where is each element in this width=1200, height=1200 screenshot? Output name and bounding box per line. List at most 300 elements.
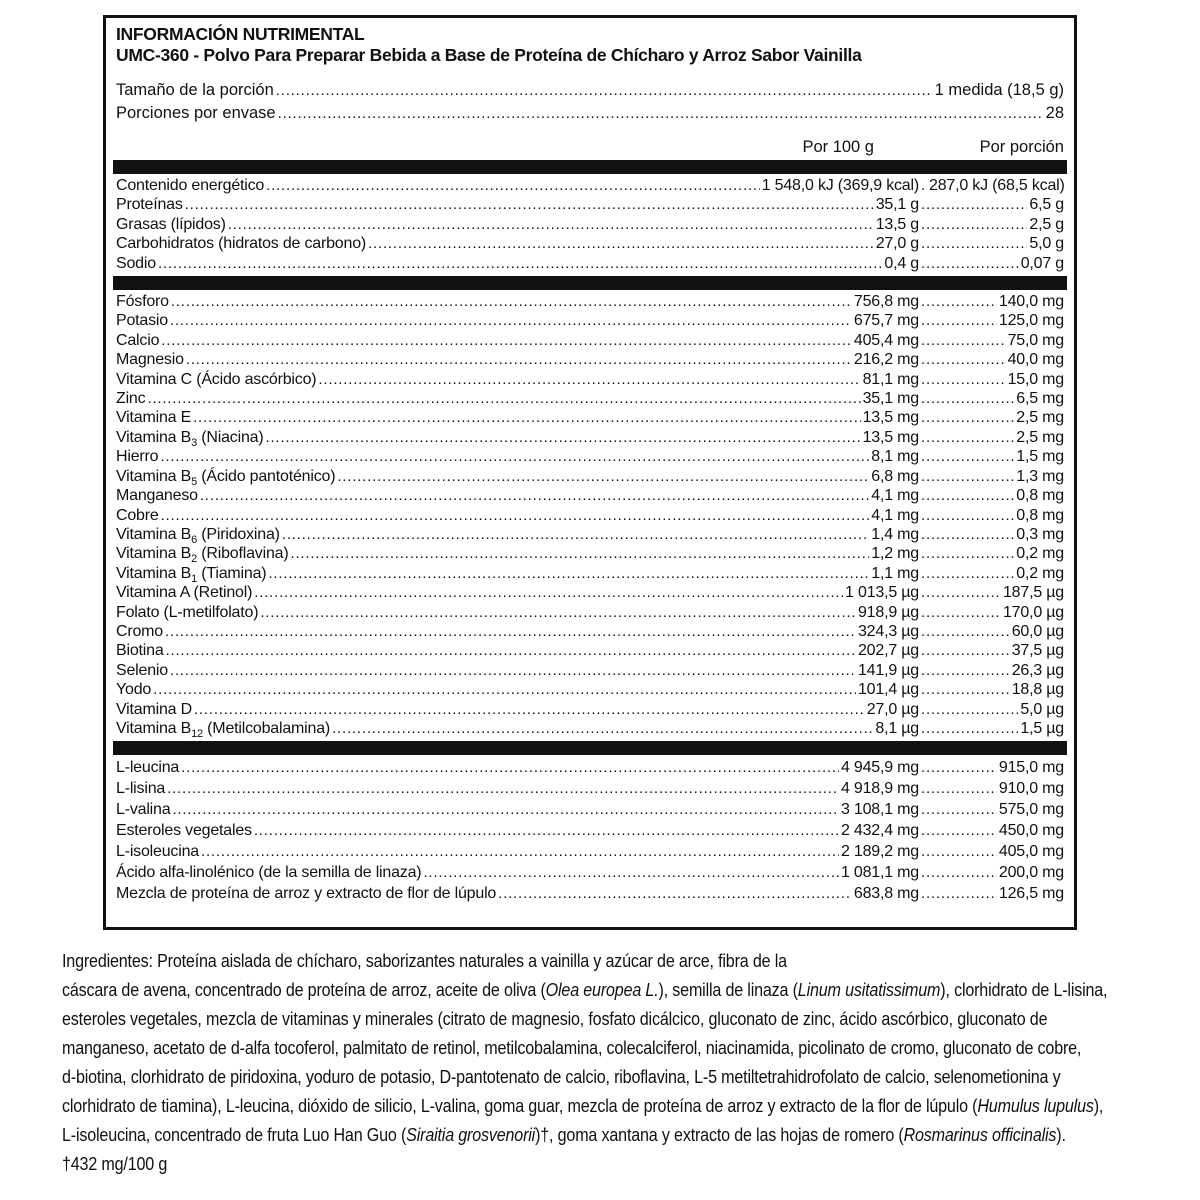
per-100g-value: 683,8 mg xyxy=(853,885,919,903)
per-serving-value: 575,0 mg xyxy=(998,801,1064,819)
dot-leader xyxy=(254,820,839,841)
serving-row-label: Porciones por envase xyxy=(116,104,276,122)
per-100g-cell xyxy=(116,506,919,525)
dot-leader xyxy=(265,428,860,447)
dot-leader xyxy=(268,564,869,583)
nutrient-label: Hierro xyxy=(116,448,159,466)
per-100g-cell xyxy=(116,778,919,799)
per-serving-cell xyxy=(919,544,1064,563)
per-serving-cell xyxy=(919,215,1064,234)
dot-leader xyxy=(332,719,873,738)
scientific-name: Linum usitatissimum xyxy=(797,979,941,1000)
per-100g-value: 3 108,1 mg xyxy=(840,801,919,819)
per-100g-value: 81,1 mg xyxy=(862,370,919,388)
table-row xyxy=(116,408,1064,427)
dot-leader xyxy=(921,292,997,311)
dot-leader xyxy=(166,641,856,660)
dot-leader xyxy=(276,79,933,102)
table-row xyxy=(116,622,1064,641)
per-100g-value: 1 081,1 mg xyxy=(840,864,919,882)
per-100g-cell xyxy=(116,841,919,862)
table-row xyxy=(116,680,1064,699)
per-serving-cell xyxy=(919,350,1064,369)
dot-leader xyxy=(921,544,1014,563)
dot-leader xyxy=(201,841,839,862)
per-serving-cell xyxy=(919,254,1064,273)
nutrient-label: Vitamina C (Ácido ascórbico) xyxy=(116,370,317,388)
ingredients-line xyxy=(62,1033,1082,1062)
per-100g-cell xyxy=(116,234,919,253)
per-100g-cell xyxy=(116,370,919,389)
serving-info xyxy=(116,79,1064,125)
per-100g-value: 4 945,9 mg xyxy=(840,759,919,777)
dot-leader xyxy=(921,195,1027,214)
per-serving-value: 37,5 µg xyxy=(1011,642,1064,660)
per-100g-cell xyxy=(116,799,919,820)
per-serving-cell xyxy=(919,820,1064,841)
table-row xyxy=(116,447,1064,466)
nutrient-label-subscript: 2 xyxy=(191,553,198,566)
per-serving-cell xyxy=(919,506,1064,525)
per-serving-value: 0,3 mg xyxy=(1016,525,1064,543)
per-serving-cell xyxy=(919,757,1064,778)
dot-leader xyxy=(921,331,1006,350)
nutrient-label: Biotina xyxy=(116,642,164,660)
dot-leader xyxy=(921,778,997,799)
table-row xyxy=(116,486,1064,505)
dot-leader xyxy=(185,195,874,214)
ingredients-text: manganeso, acetato de d-alfa tocoferol, palmitato de retinol, metilcobalamina, colecalciferol, niacinamida, picolinato de cromo, gluconato de cobre, xyxy=(62,1037,1082,1058)
dot-leader xyxy=(921,408,1014,427)
nutrient-label: Proteínas xyxy=(116,196,183,214)
per-serving-value: 0,2 mg xyxy=(1016,545,1064,563)
nutrient-label: Potasio xyxy=(116,312,168,330)
per-serving-cell xyxy=(919,389,1064,408)
nutrient-label: Vitamina $B_2$ (Riboflavina) xyxy=(116,545,289,566)
table-row xyxy=(116,757,1064,778)
scientific-name: Humulus lupulus xyxy=(977,1095,1094,1116)
table-row xyxy=(116,428,1064,450)
per-serving-cell xyxy=(919,311,1064,330)
dot-leader xyxy=(921,883,997,904)
dot-leader xyxy=(921,757,997,778)
dot-leader xyxy=(282,525,870,544)
nutrient-label: Contenido energético xyxy=(116,177,265,194)
dot-leader xyxy=(290,544,869,563)
per-100g-value: 1 548,0 kJ (369,9 kcal) xyxy=(761,177,919,194)
dot-leader xyxy=(186,350,852,369)
nutrient-label: Vitamina $B_6$ (Piridoxina) xyxy=(116,525,280,547)
serving-row-value: 1 medida (18,5 g) xyxy=(934,81,1064,99)
dot-leader xyxy=(921,428,1014,447)
per-serving-value: 40,0 mg xyxy=(1007,351,1064,369)
per-100g-value: 202,7 µg xyxy=(857,642,919,660)
nutrient-label: Vitamina $B_{12}$ (Metilcobalamina) xyxy=(116,719,331,741)
dot-leader xyxy=(181,757,839,778)
per-serving-value: 5,0 g xyxy=(1029,235,1064,253)
ingredients-text: ), semilla de linaza ( xyxy=(658,979,798,1000)
dot-leader xyxy=(921,447,1014,466)
per-serving-cell xyxy=(919,467,1064,486)
nutrient-label: Vitamina $B_1$ (Tiamina) xyxy=(116,564,267,585)
per-100g-value: 27,0 µg xyxy=(866,700,919,718)
per-serving-cell xyxy=(919,564,1064,583)
dot-leader xyxy=(172,799,839,820)
column-headers xyxy=(116,137,1064,157)
nutrient-label: Esteroles vegetales xyxy=(116,822,252,840)
dot-leader xyxy=(167,778,839,799)
per-serving-value: 26,3 µg xyxy=(1011,661,1064,679)
per-100g-cell xyxy=(116,757,919,778)
column-header-per-100g: Por 100 g xyxy=(802,138,874,156)
table-row xyxy=(116,778,1064,799)
per-serving-cell xyxy=(919,525,1064,544)
per-100g-cell xyxy=(116,862,919,883)
dot-leader xyxy=(921,506,1014,525)
per-100g-cell xyxy=(116,661,919,680)
nutrient-label: L-valina xyxy=(116,801,171,819)
per-serving-value: 1,5 µg xyxy=(1020,719,1064,737)
per-100g-value: 2 432,4 mg xyxy=(840,822,919,840)
ingredients-line xyxy=(62,1004,1048,1033)
nutrient-label-subscript: 3 xyxy=(191,437,198,450)
table-row xyxy=(116,215,1064,234)
table-row xyxy=(116,370,1064,389)
per-100g-cell xyxy=(116,486,919,505)
nutrient-label: Manganeso xyxy=(116,487,198,505)
product-name: UMC-360 - Polvo Para Preparar Bebida a Base de Proteína de Chícharo y Arroz Sabor Vainilla xyxy=(116,45,862,65)
per-serving-cell xyxy=(919,883,1064,904)
nutrient-label: Vitamina $B_3$ (Niacina) xyxy=(116,428,264,450)
ingredients-text: esteroles vegetales, mezcla de vitaminas y minerales (citrato de magnesio, fosfato dicálcico, gluconato de zinc, ácido ascórbico, gluconato de xyxy=(62,1008,1048,1029)
per-100g-cell xyxy=(116,883,919,904)
per-100g-cell xyxy=(116,641,919,660)
nutrient-label: Vitamina A (Retinol) xyxy=(116,584,253,602)
per-100g-value: 756,8 mg xyxy=(853,293,919,311)
table-row xyxy=(116,603,1064,622)
table-row xyxy=(116,883,1064,904)
per-serving-cell xyxy=(919,583,1064,602)
serving-row-value: 28 xyxy=(1045,104,1064,122)
per-serving-value: 450,0 mg xyxy=(998,822,1064,840)
per-100g-value: 6,8 mg xyxy=(871,467,919,485)
nutrient-label: Selenio xyxy=(116,661,168,679)
per-serving-value: 5,0 µg xyxy=(1020,700,1064,718)
dot-leader xyxy=(921,603,1001,622)
table-row xyxy=(116,195,1064,214)
nutrition-facts-panel xyxy=(103,15,1077,930)
nutrient-label: Ácido alfa-linolénico (de la semilla de linaza) xyxy=(116,864,422,882)
per-100g-value: 405,4 mg xyxy=(853,331,919,349)
per-100g-value: 4,1 mg xyxy=(871,487,919,505)
table-row xyxy=(116,234,1064,253)
nutrient-label: Cobre xyxy=(116,506,159,524)
table-row xyxy=(116,467,1064,486)
ingredients-line xyxy=(62,1120,1066,1149)
dot-leader xyxy=(921,564,1014,583)
table-row xyxy=(116,525,1064,547)
per-serving-cell xyxy=(919,234,1064,253)
dot-leader xyxy=(921,525,1014,544)
per-serving-cell xyxy=(919,370,1064,389)
table-row xyxy=(116,719,1064,741)
per-100g-cell xyxy=(116,544,919,566)
per-100g-cell xyxy=(116,622,919,641)
table-row xyxy=(116,583,1064,602)
serving-row-label: Tamaño de la porción xyxy=(116,81,274,99)
ingredients-line xyxy=(62,1149,1045,1178)
dot-leader xyxy=(921,700,1018,719)
dot-leader xyxy=(161,331,852,350)
dot-leader xyxy=(153,680,856,699)
per-100g-value: 1,2 mg xyxy=(871,545,919,563)
nutrient-label-subscript: 1 xyxy=(191,572,198,585)
nutrient-label-subscript: 12 xyxy=(191,728,203,741)
per-serving-value: 15,0 mg xyxy=(1007,370,1064,388)
per-serving-value: 1,5 mg xyxy=(1016,448,1064,466)
per-serving-value: 2,5 mg xyxy=(1016,409,1064,427)
dot-leader xyxy=(260,603,856,622)
dot-leader xyxy=(194,700,865,719)
per-100g-cell xyxy=(116,700,919,719)
per-100g-value: 324,3 µg xyxy=(857,622,919,640)
dot-leader xyxy=(200,486,869,505)
per-serving-cell xyxy=(919,486,1064,505)
per-100g-value: 141,9 µg xyxy=(857,661,919,679)
per-serving-value: 405,0 mg xyxy=(998,843,1064,861)
per-serving-value: 0,2 mg xyxy=(1016,564,1064,582)
per-serving-cell xyxy=(919,641,1064,660)
nutrient-label: L-leucina xyxy=(116,759,180,777)
per-serving-value: 0,8 mg xyxy=(1016,506,1064,524)
dot-leader xyxy=(921,719,1018,738)
per-serving-value: 2,5 g xyxy=(1029,215,1064,233)
ingredients-text: ), xyxy=(1093,1095,1104,1116)
per-serving-value: 60,0 µg xyxy=(1011,622,1064,640)
dot-leader xyxy=(921,311,997,330)
per-100g-cell xyxy=(116,331,919,350)
nutrient-label-subscript: 6 xyxy=(191,534,198,547)
per-100g-cell xyxy=(116,820,919,841)
per-serving-value: 125,0 mg xyxy=(998,312,1064,330)
per-serving-cell xyxy=(919,622,1064,641)
table-row xyxy=(116,350,1064,369)
scientific-name: Rosmarinus officinalis xyxy=(903,1124,1057,1145)
dot-leader xyxy=(921,583,1001,602)
per-serving-cell xyxy=(919,799,1064,820)
dot-leader xyxy=(337,467,869,486)
per-100g-value: 13,5 g xyxy=(875,215,919,233)
per-serving-cell xyxy=(919,680,1064,699)
dot-leader xyxy=(921,176,927,195)
per-serving-cell xyxy=(919,700,1064,719)
dot-leader xyxy=(228,215,874,234)
ingredients-text: ). xyxy=(1056,1124,1066,1145)
nutrient-label: Zinc xyxy=(116,390,146,408)
scientific-name: Olea europea L. xyxy=(545,979,659,1000)
ingredients-text: ), clorhidrato de L-lisina, xyxy=(940,979,1108,1000)
dot-leader xyxy=(170,661,856,680)
ingredients-line xyxy=(62,1062,1061,1091)
nutrient-label: Carbohidratos (hidratos de carbono) xyxy=(116,235,367,253)
nutrient-label: L-isoleucina xyxy=(116,843,199,861)
nutrient-label: Vitamina D xyxy=(116,700,192,718)
per-serving-cell xyxy=(919,292,1064,311)
dot-leader xyxy=(165,622,856,641)
table-row xyxy=(116,841,1064,862)
per-100g-value: 918,9 µg xyxy=(857,603,919,621)
table-row xyxy=(116,254,1064,273)
nutrient-label: Cromo xyxy=(116,622,164,640)
per-100g-cell xyxy=(116,215,919,234)
dot-leader xyxy=(921,467,1014,486)
per-100g-cell xyxy=(116,603,919,622)
per-serving-cell xyxy=(919,862,1064,883)
nutrient-label: Folato (L-metilfolato) xyxy=(116,603,259,621)
dot-leader xyxy=(921,641,1010,660)
per-serving-value: 75,0 mg xyxy=(1007,331,1064,349)
serving-row xyxy=(116,79,1064,102)
dot-leader xyxy=(921,799,997,820)
dot-leader xyxy=(161,506,870,525)
per-serving-cell xyxy=(919,195,1064,214)
ingredients-text: L-isoleucina, concentrado de fruta Luo Han Guo ( xyxy=(62,1124,407,1145)
per-100g-value: 4,1 mg xyxy=(871,506,919,524)
nutrient-label: Vitamina E xyxy=(116,409,192,427)
dot-leader xyxy=(266,176,760,195)
per-100g-cell xyxy=(116,447,919,466)
per-serving-value: 6,5 mg xyxy=(1016,390,1064,408)
dot-leader xyxy=(921,486,1014,505)
section-divider-bar xyxy=(113,160,1067,174)
ingredients-section xyxy=(62,946,1192,1178)
per-serving-value: 287,0 kJ (68,5 kcal) xyxy=(929,177,1065,194)
per-100g-value: 27,0 g xyxy=(875,235,919,253)
ingredients-line xyxy=(62,975,1108,1004)
table-row xyxy=(116,700,1064,719)
per-100g-value: 13,5 mg xyxy=(862,409,919,427)
per-100g-cell xyxy=(116,467,919,486)
per-100g-cell xyxy=(116,719,919,741)
per-serving-cell xyxy=(919,331,1064,350)
section-divider-bar xyxy=(113,276,1067,290)
per-100g-value: 1 013,5 µg xyxy=(845,584,919,602)
serving-row xyxy=(116,102,1064,125)
dot-leader xyxy=(193,408,860,427)
nutrient-label: Sodio xyxy=(116,254,156,272)
per-serving-cell xyxy=(919,778,1064,799)
table-row xyxy=(116,389,1064,408)
per-serving-value: 0,07 g xyxy=(1020,254,1064,272)
per-serving-value: 170,0 µg xyxy=(1002,603,1064,621)
ingredients-text: cáscara de avena, concentrado de proteína de arroz, aceite de oliva ( xyxy=(62,979,546,1000)
per-100g-value: 8,1 mg xyxy=(871,448,919,466)
table-row xyxy=(116,799,1064,820)
table-row xyxy=(116,292,1064,311)
dot-leader xyxy=(921,350,1006,369)
per-100g-cell xyxy=(116,564,919,583)
per-100g-cell xyxy=(116,525,919,547)
dot-leader xyxy=(170,311,852,330)
per-serving-cell xyxy=(919,661,1064,680)
nutrient-label: Calcio xyxy=(116,331,160,349)
per-100g-value: 1,4 mg xyxy=(871,525,919,543)
per-100g-cell xyxy=(116,195,919,214)
nutrient-label: Mezcla de proteína de arroz y extracto de flor de lúpulo xyxy=(116,885,497,903)
dot-leader xyxy=(498,883,852,904)
per-serving-value: 1,3 mg xyxy=(1016,467,1064,485)
table-row xyxy=(116,661,1064,680)
table-row xyxy=(116,641,1064,660)
per-serving-value: 915,0 mg xyxy=(998,759,1064,777)
dot-leader xyxy=(921,862,997,883)
per-100g-cell xyxy=(116,292,919,311)
per-100g-cell xyxy=(116,680,919,699)
scientific-name: Siraitia grosvenorii xyxy=(406,1124,536,1145)
per-serving-value: 910,0 mg xyxy=(998,780,1064,798)
dot-leader xyxy=(921,680,1010,699)
per-100g-cell xyxy=(116,408,919,427)
per-serving-value: 126,5 mg xyxy=(998,885,1064,903)
per-100g-cell xyxy=(116,350,919,369)
per-100g-value: 35,1 mg xyxy=(862,390,919,408)
per-serving-value: 18,8 µg xyxy=(1011,681,1064,699)
per-100g-value: 35,1 g xyxy=(875,196,919,214)
section-aminos xyxy=(116,757,1064,904)
per-100g-cell xyxy=(116,583,919,602)
per-100g-cell xyxy=(116,254,919,273)
dot-leader xyxy=(921,215,1027,234)
nutrient-label: Vitamina $B_5$ (Ácido pantoténico) xyxy=(116,467,336,488)
per-100g-value: 1,1 mg xyxy=(871,564,919,582)
dot-leader xyxy=(423,862,839,883)
table-row xyxy=(116,862,1064,883)
ingredients-line xyxy=(62,946,1045,975)
per-serving-cell xyxy=(919,428,1064,447)
dot-leader xyxy=(921,389,1014,408)
dot-leader xyxy=(921,820,997,841)
per-100g-cell xyxy=(116,428,919,450)
table-row xyxy=(116,544,1064,566)
dot-leader xyxy=(921,254,1019,273)
nutrient-label: Magnesio xyxy=(116,351,184,369)
dot-leader xyxy=(254,583,843,602)
per-100g-cell xyxy=(116,311,919,330)
per-serving-value: 187,5 µg xyxy=(1002,584,1064,602)
dot-leader xyxy=(921,370,1006,389)
dot-leader xyxy=(921,841,997,862)
table-row xyxy=(116,820,1064,841)
per-100g-value: 4 918,9 mg xyxy=(840,780,919,798)
per-serving-cell xyxy=(919,408,1064,427)
dot-leader xyxy=(158,254,882,273)
per-serving-value: 0,8 mg xyxy=(1016,487,1064,505)
dot-leader xyxy=(147,389,860,408)
per-serving-value: 140,0 mg xyxy=(998,293,1064,311)
dot-leader xyxy=(921,234,1027,253)
per-100g-cell xyxy=(116,389,919,408)
per-serving-value: 6,5 g xyxy=(1029,196,1064,214)
table-row xyxy=(116,311,1064,330)
dot-leader xyxy=(171,292,852,311)
nutrient-label-subscript: 5 xyxy=(191,475,198,488)
per-100g-value: 0,4 g xyxy=(884,254,919,272)
per-serving-value: 200,0 mg xyxy=(998,864,1064,882)
ingredients-text: †432 mg/100 g xyxy=(62,1153,168,1174)
ingredients-text: d-biotina, clorhidrato de piridoxina, yoduro de potasio, D-pantotenato de calcio, riboflavina, L-5 metiltetrahidrofolato de calcio, selenometionina y xyxy=(62,1066,1061,1087)
per-100g-value: 216,2 mg xyxy=(853,351,919,369)
per-100g-value: 101,4 µg xyxy=(857,681,919,699)
